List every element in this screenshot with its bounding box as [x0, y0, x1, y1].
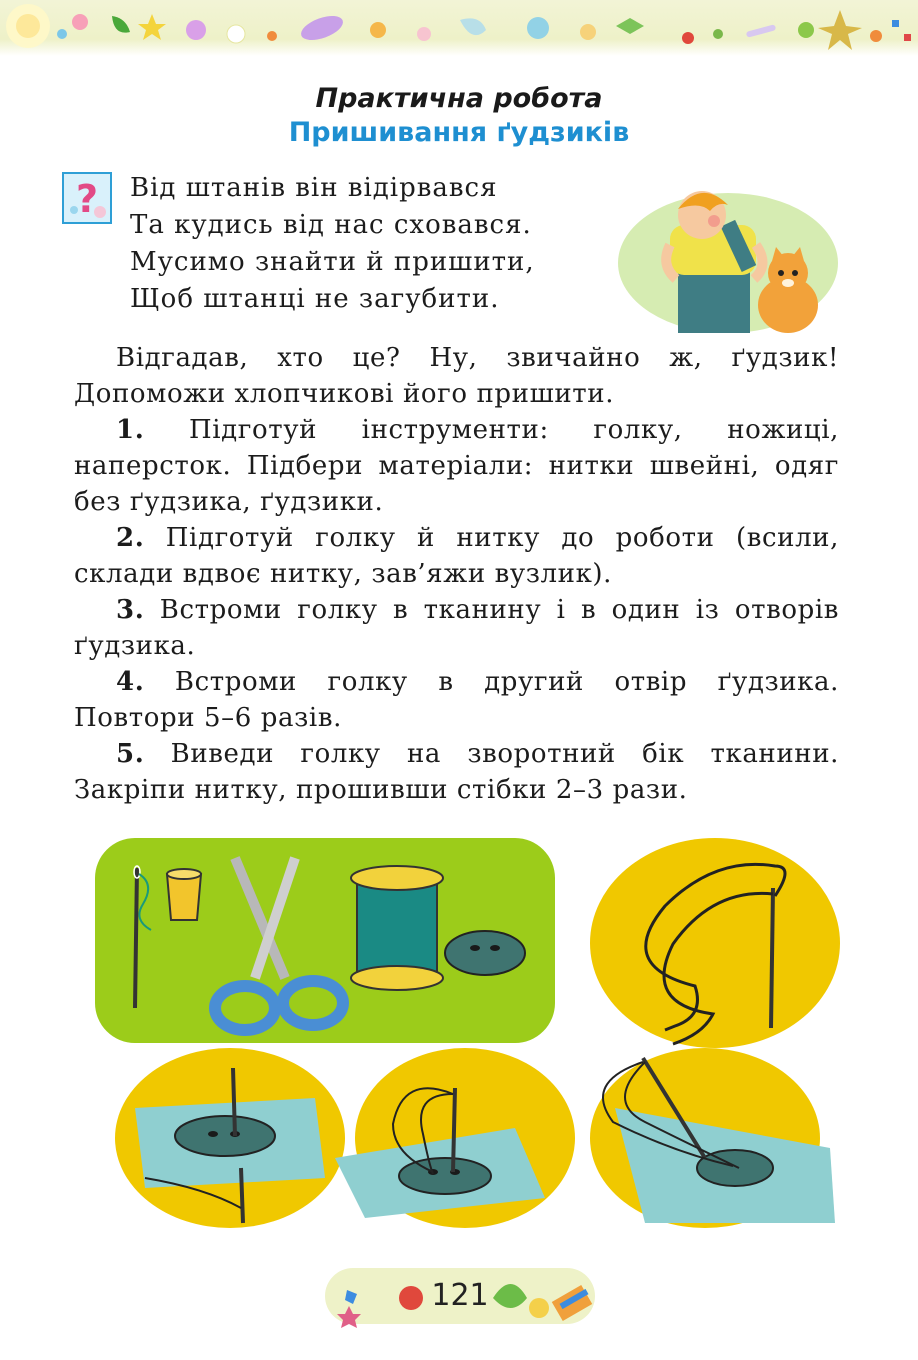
step-text: Підготуй голку й нитку до роботи (всили, склади вдвоє нитку, зав’яжи вузлик).	[74, 523, 839, 589]
intro-paragraph: Відгадав, хто це? Ну, звичайно ж, ґудзик! Допоможи хлопчикові його пришити.	[74, 343, 839, 409]
step-finish-illustration	[585, 1048, 840, 1228]
tools-illustration	[95, 838, 555, 1048]
step-number: 4.	[116, 667, 145, 697]
step-text: Встроми голку в тканину і в один із отворів ґудзика.	[74, 595, 839, 661]
riddle-line: Щоб штанці не загубити.	[130, 284, 500, 314]
step-item	[74, 592, 839, 664]
step-text: Встроми голку в другий отвір ґудзика. Повтори 5–6 разів.	[74, 667, 839, 733]
step-button-needle-illustration	[115, 1048, 345, 1228]
step-text: Виведи голку на зворотний бік тканини. Закріпи нитку, прошивши стібки 2–3 рази.	[74, 739, 839, 805]
step-item	[74, 664, 839, 736]
riddle-line: Мусимо знайти й пришити,	[130, 247, 535, 277]
step-text: Підготуй інструменти: голку, ножиці, наперсток. Підбери матеріали: нитки швейні, одяг без ґудзика, ґудзики.	[74, 415, 839, 517]
page-subtitle: Пришивання ґудзиків	[288, 117, 630, 148]
step-item	[74, 520, 839, 592]
riddle-poem	[130, 170, 535, 318]
boy-with-cat-illustration	[618, 185, 838, 333]
step-number: 2.	[116, 523, 145, 553]
top-decorative-border	[0, 0, 918, 56]
step-number: 3.	[116, 595, 145, 625]
riddle-line: Від штанів він відірвався	[130, 173, 498, 203]
instructions-text	[74, 340, 839, 808]
riddle-line: Та кудись від нас сховався.	[130, 210, 532, 240]
step-number: 5.	[116, 739, 145, 769]
page-number: 121	[431, 1278, 489, 1313]
step-stitch-illustration	[335, 1048, 575, 1228]
svg-text:?: ?	[75, 177, 99, 221]
step-item	[74, 736, 839, 808]
page-title: Практична робота	[315, 83, 603, 114]
threaded-needle-illustration	[585, 838, 840, 1048]
step-number: 1.	[116, 415, 145, 445]
question-mark-icon	[62, 172, 112, 224]
page-header	[0, 82, 918, 150]
step-item	[74, 412, 839, 520]
sewing-steps-illustrations	[95, 828, 840, 1228]
